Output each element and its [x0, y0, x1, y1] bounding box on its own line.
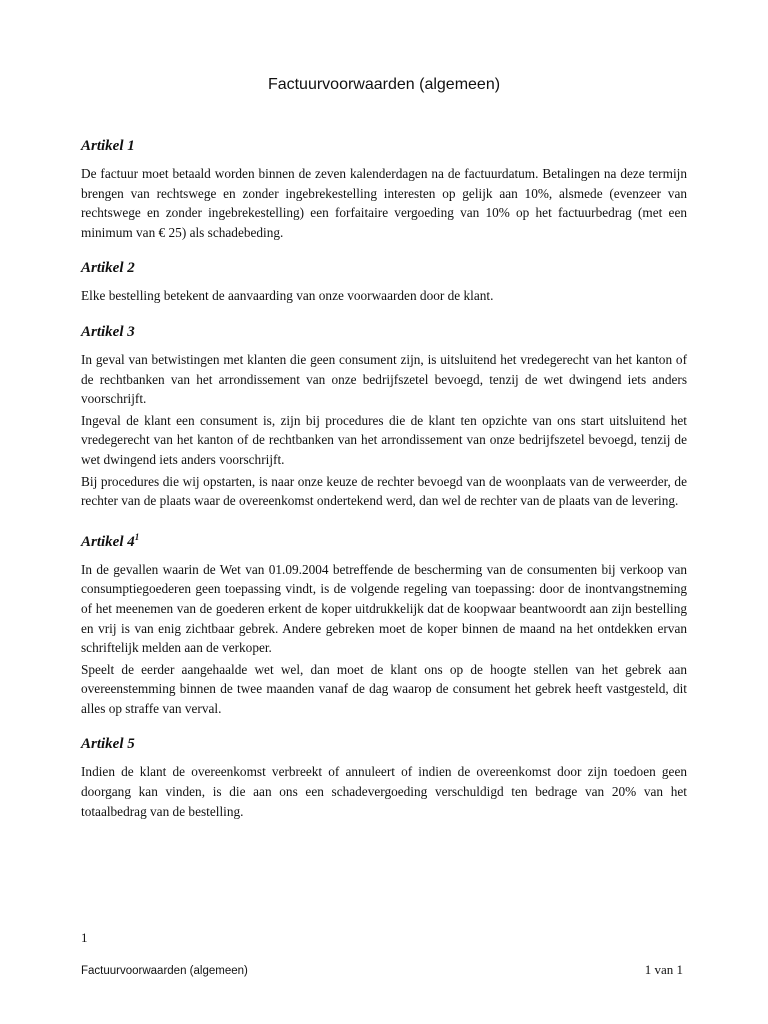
article-section — [81, 322, 687, 511]
page-number: 1 van 1 — [644, 962, 683, 977]
article-section — [81, 527, 687, 719]
article-heading-text: Artikel 3 — [81, 323, 135, 340]
footnote-reference: 1 — [134, 531, 140, 542]
article-paragraph: In de gevallen waarin de Wet van 01.09.2004 betreffende de bescherming van de consumenten bij verkoop van consumptiegoederen geen toepassing vindt, is de volgende regeling van toepassing: door de inontvangstneming of het meenemen van de goederen erkent de koper uitdrukkelijk dat de koopwaar beantwoordt aan zijn bestelling en vrij is van enig zichtbaar gebrek. Andere gebreken moet de koper binnen de maand na het ontdekken ervan schriftelijk melden aan de verkoper. — [81, 561, 687, 656]
article-paragraph: Ingeval de klant een consument is, zijn bij procedures die de klant ten opzichte van ons start uitsluitend het vredegerecht van het kanton of de rechtbanken van het arrondissement van onze bedrijfszetel bevoegd, tenzij de wet dwingend iets anders voorschrijft. — [81, 412, 687, 467]
footer-title: Factuurvoorwaarden (algemeen) — [81, 965, 248, 977]
article-heading-text: Artikel 2 — [81, 260, 135, 277]
article-heading — [81, 734, 687, 754]
footnote-marker: 1 — [81, 930, 88, 945]
article-heading-text: Artikel 5 — [81, 736, 135, 753]
article-paragraph: In geval van betwistingen met klanten die geen consument zijn, is uitsluitend het vredegerecht van het kanton of de rechtbanken van het arrondissement van onze bedrijfszetel bevoegd, tenzij de wet dwingend iets anders voorschrijft. — [81, 351, 687, 407]
article-section — [81, 258, 687, 306]
article-paragraph: De factuur moet betaald worden binnen de zeven kalenderdagen na de factuurdatum. Betalingen na deze termijn brengen van rechtswege en zonder ingebrekestelling interesten op gelijk aan 10%, alsmede (evenzeer van rechtswege en zonder ingebrekestelling) een forfaitaire vergoeding van 10% op het factuurbedrag (met een minimum van € 25) als schadebeding. — [81, 166, 687, 240]
article-paragraph: Bij procedures die wij opstarten, is naar onze keuze de rechter bevoegd van de woonplaats van de verweerder, de rechter van de plaats waar de overeenkomst ondertekend werd, dan wel de rechter van de plaats van de levering. — [81, 473, 687, 509]
document-body — [81, 136, 687, 837]
article-section — [81, 136, 687, 242]
page-footer — [81, 962, 683, 978]
article-heading — [81, 258, 687, 278]
article-paragraph: Elke bestelling betekent de aanvaarding van onze voorwaarden door de klant. — [81, 288, 494, 304]
article-heading — [81, 527, 687, 552]
article-heading — [81, 322, 687, 342]
article-heading — [81, 136, 687, 156]
article-paragraph: Speelt de eerder aangehaalde wet wel, dan moet de klant ons op de hoogte stellen van het gebrek aan overeenstemming binnen de twee maanden vanaf de dag waarop de consument het gebrek heeft vastgesteld, dit alles op straffe van verval. — [81, 661, 687, 716]
article-heading-text: Artikel 1 — [81, 138, 135, 154]
article-paragraph: Indien de klant de overeenkomst verbreekt of annuleert of indien de overeenkomst door zijn toedoen geen doorgang kan vinden, is die aan ons een schadevergoeding verschuldigd ten bedrage van 20% van het totaalbedrag van de bestelling. — [81, 764, 687, 819]
article-section — [81, 734, 687, 821]
document-title: Factuurvoorwaarden (algemeen) — [267, 76, 501, 93]
article-heading-text: Artikel 4 — [81, 533, 135, 550]
